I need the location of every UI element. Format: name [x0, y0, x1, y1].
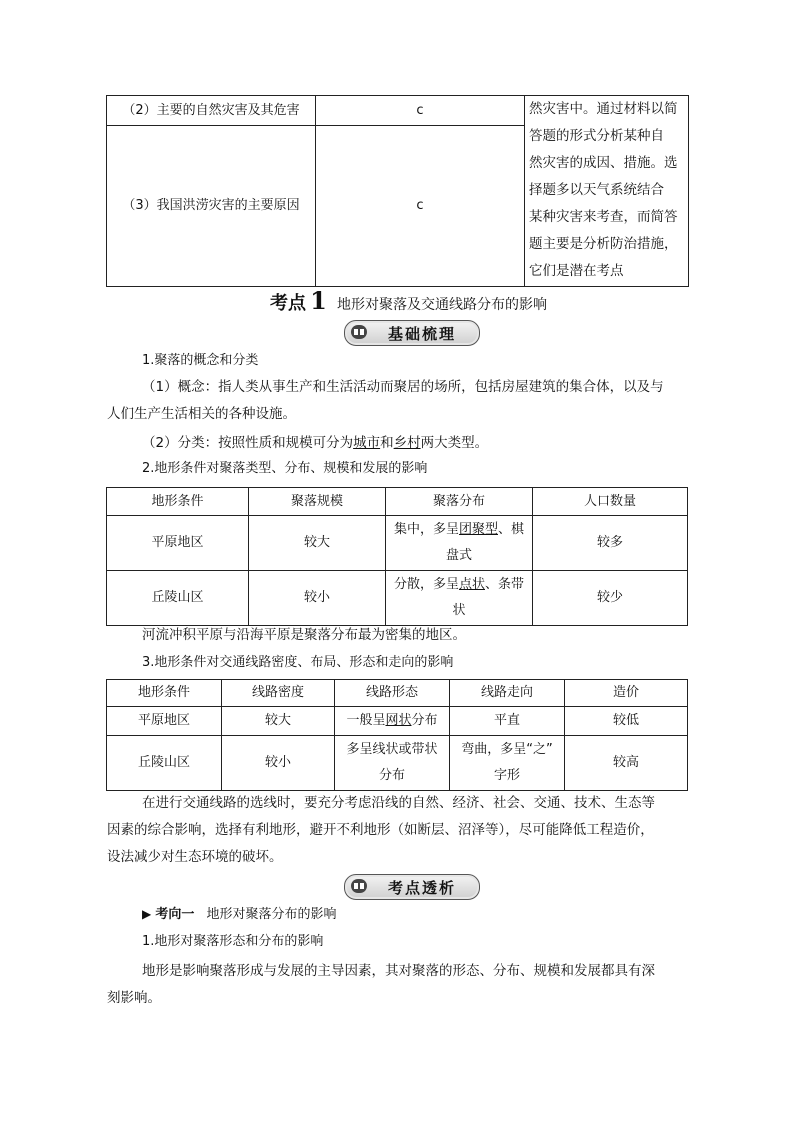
paragraph-line: 在进行交通线路的选线时，要充分考虑沿线的自然、经济、社会、交通、技术、生态等 [142, 795, 655, 811]
text-span: 分散，多呈 [393, 577, 459, 592]
paragraph-line: 刻影响。 [107, 990, 161, 1006]
paragraph-line: 地形是影响聚落形成与发展的主导因素，其对聚落的形态、分布、规模和发展都具有深 [142, 963, 655, 979]
table-cell: 平直 [450, 707, 565, 736]
table-cell [335, 736, 450, 791]
table-cell: 较多 [533, 516, 688, 571]
text-span: 多呈线状或带状 [346, 742, 438, 757]
table-header: 地形条件 [107, 488, 249, 516]
table-cell: 较大 [222, 707, 335, 736]
banner-label: 考点透析 [387, 879, 456, 897]
kaoxiang-label: 考向一 [155, 907, 195, 922]
underlined-term: 城市 [353, 435, 381, 451]
table-cell [450, 736, 565, 791]
text-span: 和 [380, 435, 394, 451]
table-header: 线路走向 [450, 680, 565, 707]
text-span: 集中，多呈 [393, 522, 459, 537]
settlement-note: 河流冲积平原与沿海平原是聚落分布最为密集的地区。 [142, 627, 466, 643]
table-cell [335, 707, 450, 736]
table-header: 聚落规模 [249, 488, 386, 516]
table-cell: 较小 [222, 736, 335, 791]
table-cell: 平原地区 [107, 516, 249, 571]
section-number: 1 [310, 286, 327, 315]
top-row2-label: （3）我国洪涝灾害的主要原因 [107, 126, 316, 287]
section-title [270, 286, 547, 315]
table-cell: 较低 [565, 707, 688, 736]
side-note-line: 它们是潜在考点 [529, 263, 624, 279]
side-note-line: 某种灾害来考查，而简答 [529, 209, 678, 225]
table-header: 聚落分布 [386, 488, 533, 516]
table-header: 人口数量 [533, 488, 688, 516]
book-icon [351, 879, 367, 893]
table-cell: 丘陵山区 [107, 571, 249, 626]
banner-jichu [344, 320, 480, 346]
underlined-term: 点状 [458, 577, 485, 592]
text-span: 字形 [493, 768, 520, 783]
text-span: 状 [452, 603, 466, 618]
table-header: 地形条件 [107, 680, 222, 707]
table-cell: 较小 [249, 571, 386, 626]
paragraph-line: 设法减少对生态环境的破坏。 [107, 849, 283, 865]
top-row1-label: （2）主要的自然灾害及其危害 [107, 96, 316, 126]
transport-table [106, 679, 688, 791]
table-cell [386, 571, 533, 626]
table-cell: 较高 [565, 736, 688, 791]
underlined-term: 网状 [385, 713, 412, 728]
section-subtitle: 地形对聚落及交通线路分布的影响 [336, 297, 547, 313]
play-arrow-icon: ▶ [142, 907, 152, 921]
kaoxiang-title: 地形对聚落分布的影响 [206, 907, 337, 922]
table-header: 造价 [565, 680, 688, 707]
top-table [106, 95, 689, 287]
text-span: （2）分类：按照性质和规模可分为 [142, 435, 354, 451]
table-cell [386, 516, 533, 571]
section-prefix: 考点 [270, 293, 306, 314]
table-cell: 丘陵山区 [107, 736, 222, 791]
side-note-line: 题主要是分析防治措施， [529, 236, 678, 252]
side-note-cell [525, 96, 689, 287]
top-row1-value: c [316, 96, 525, 126]
text-span: 盘式 [445, 548, 472, 563]
paragraph-line: （1）概念：指人类从事生产和生活活动而聚居的场所，包括房屋建筑的集合体，以及与 [142, 379, 664, 395]
side-note-line: 答题的形式分析某种自 [529, 128, 664, 144]
heading-2: 2.地形条件对聚落类型、分布、规模和发展的影响 [142, 461, 428, 476]
text-span: 分布 [378, 768, 405, 783]
side-note-line: 然灾害的成因、措施。选 [529, 155, 678, 171]
underlined-term: 团聚型 [458, 522, 498, 537]
banner-kaodian [344, 874, 480, 900]
top-row2-value: c [316, 126, 525, 287]
paragraph-line: 人们生产生活相关的各种设施。 [107, 406, 296, 422]
side-note-line: 然灾害中。通过材料以简 [529, 101, 678, 117]
paragraph-line: 因素的综合影响，选择有利地形，避开不利地形（如断层、沼泽等），尽可能降低工程造价， [107, 822, 654, 838]
heading-1: 1.聚落的概念和分类 [142, 353, 259, 368]
heading-3: 3.地形条件对交通线路密度、布局、形态和走向的影响 [142, 655, 454, 670]
table-cell: 较少 [533, 571, 688, 626]
text-span: 、条带 [485, 577, 525, 592]
text-span: 弯曲，多呈“之” [461, 742, 553, 757]
text-span: 、棋 [498, 522, 525, 537]
text-span: 分布 [411, 713, 438, 728]
table-cell: 较大 [249, 516, 386, 571]
settlement-table [106, 487, 688, 626]
table-cell: 平原地区 [107, 707, 222, 736]
table-header: 线路密度 [222, 680, 335, 707]
classification-line [142, 430, 724, 456]
heading-4: 1.地形对聚落形态和分布的影响 [142, 934, 324, 949]
kaoxiang-heading [142, 903, 337, 926]
table-header: 线路形态 [335, 680, 450, 707]
banner-label: 基础梳理 [387, 325, 456, 343]
underlined-term: 乡村 [393, 435, 421, 451]
side-note-line: 择题多以天气系统结合 [529, 182, 664, 198]
book-icon [351, 325, 367, 339]
text-span: 两大类型。 [420, 435, 489, 451]
text-span: 一般呈 [346, 713, 386, 728]
